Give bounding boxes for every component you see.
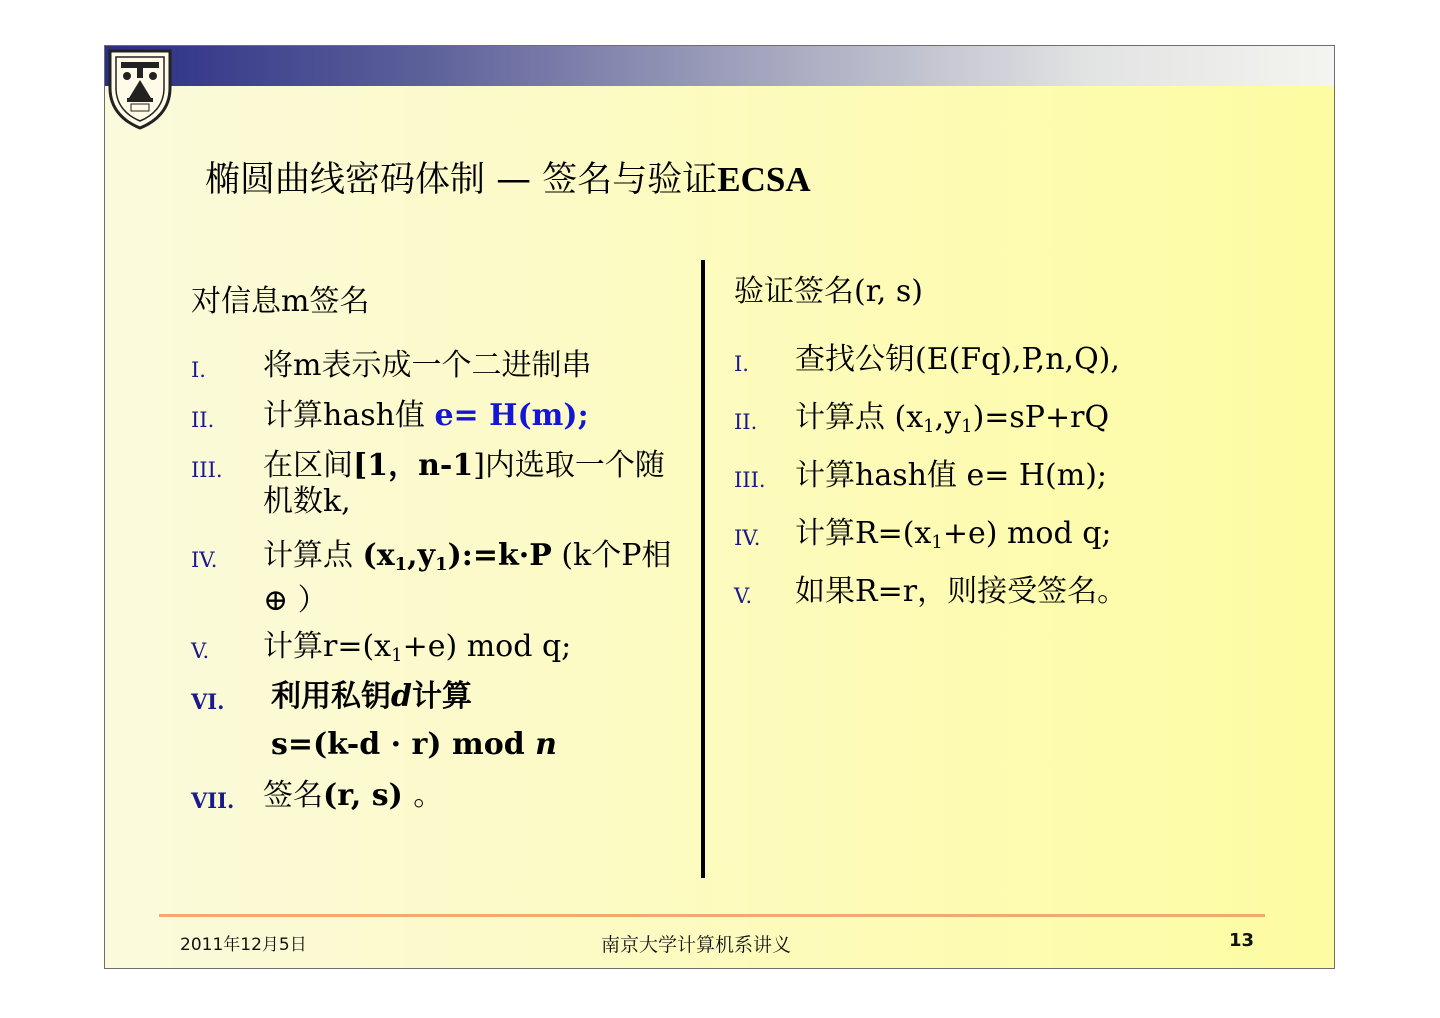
item-text: 计算$R=(x_1+e)$ mod q; xyxy=(795,516,1112,553)
item-number: V. xyxy=(191,639,210,663)
item-text: 计算点 $(x_1,y_1):=k\cdot P$ (k个P相 ⊕ ） xyxy=(263,538,672,618)
item-number: I. xyxy=(191,358,206,382)
item-text: 将m表示成一个二进制串 xyxy=(263,348,592,383)
item-text: 计算hash值 e= H(m); xyxy=(263,398,589,433)
item-text: 利用私钥d计算 xyxy=(271,679,472,714)
university-seal-icon xyxy=(107,48,173,130)
title-english: ECSA xyxy=(717,160,811,199)
page-number: 13 xyxy=(1229,930,1255,951)
signing-heading: 对信息m签名 xyxy=(191,284,370,319)
item-number: III. xyxy=(734,468,766,492)
item-number: I. xyxy=(734,352,749,376)
item-text: 查找公钥(E(Fq),P,n,Q), xyxy=(795,342,1120,377)
title-chinese: 椭圆曲线密码体制 — 签名与验证 xyxy=(205,160,718,200)
footer-date: 2011年12月5日 xyxy=(180,935,307,955)
item-text: 计算点 $(x_1,y_1)=sP+rQ$ xyxy=(795,400,1110,437)
slide-title xyxy=(205,152,811,202)
item-text: 签名(r, s) 。 xyxy=(263,778,444,813)
item-text: 计算hash值 e= H(m); xyxy=(795,458,1108,493)
item-text: 在区间[1，n-1]内选取一个随 机数k, xyxy=(263,448,665,519)
item-number: VII. xyxy=(191,788,235,813)
item-text: 如果R=r，则接受签名。 xyxy=(795,574,1128,609)
item-text-formula: s=(k-d · r) mod n xyxy=(271,727,557,762)
footer-course: 南京大学计算机系讲义 xyxy=(601,934,792,956)
column-divider xyxy=(701,260,705,878)
footer-divider xyxy=(159,914,1265,917)
item-number: VI. xyxy=(191,689,225,714)
header-gradient-bar xyxy=(105,46,1334,86)
item-text: 计算$r=(x_1+e)$ mod q; xyxy=(263,629,572,666)
item-number: V. xyxy=(734,584,753,608)
item-number: III. xyxy=(191,458,223,482)
verification-heading: 验证签名(r, s) xyxy=(734,274,923,309)
slide xyxy=(104,45,1335,969)
item-number: II. xyxy=(191,408,215,432)
item-number: IV. xyxy=(734,526,761,550)
item-number: IV. xyxy=(191,548,218,572)
item-number: II. xyxy=(734,410,758,434)
